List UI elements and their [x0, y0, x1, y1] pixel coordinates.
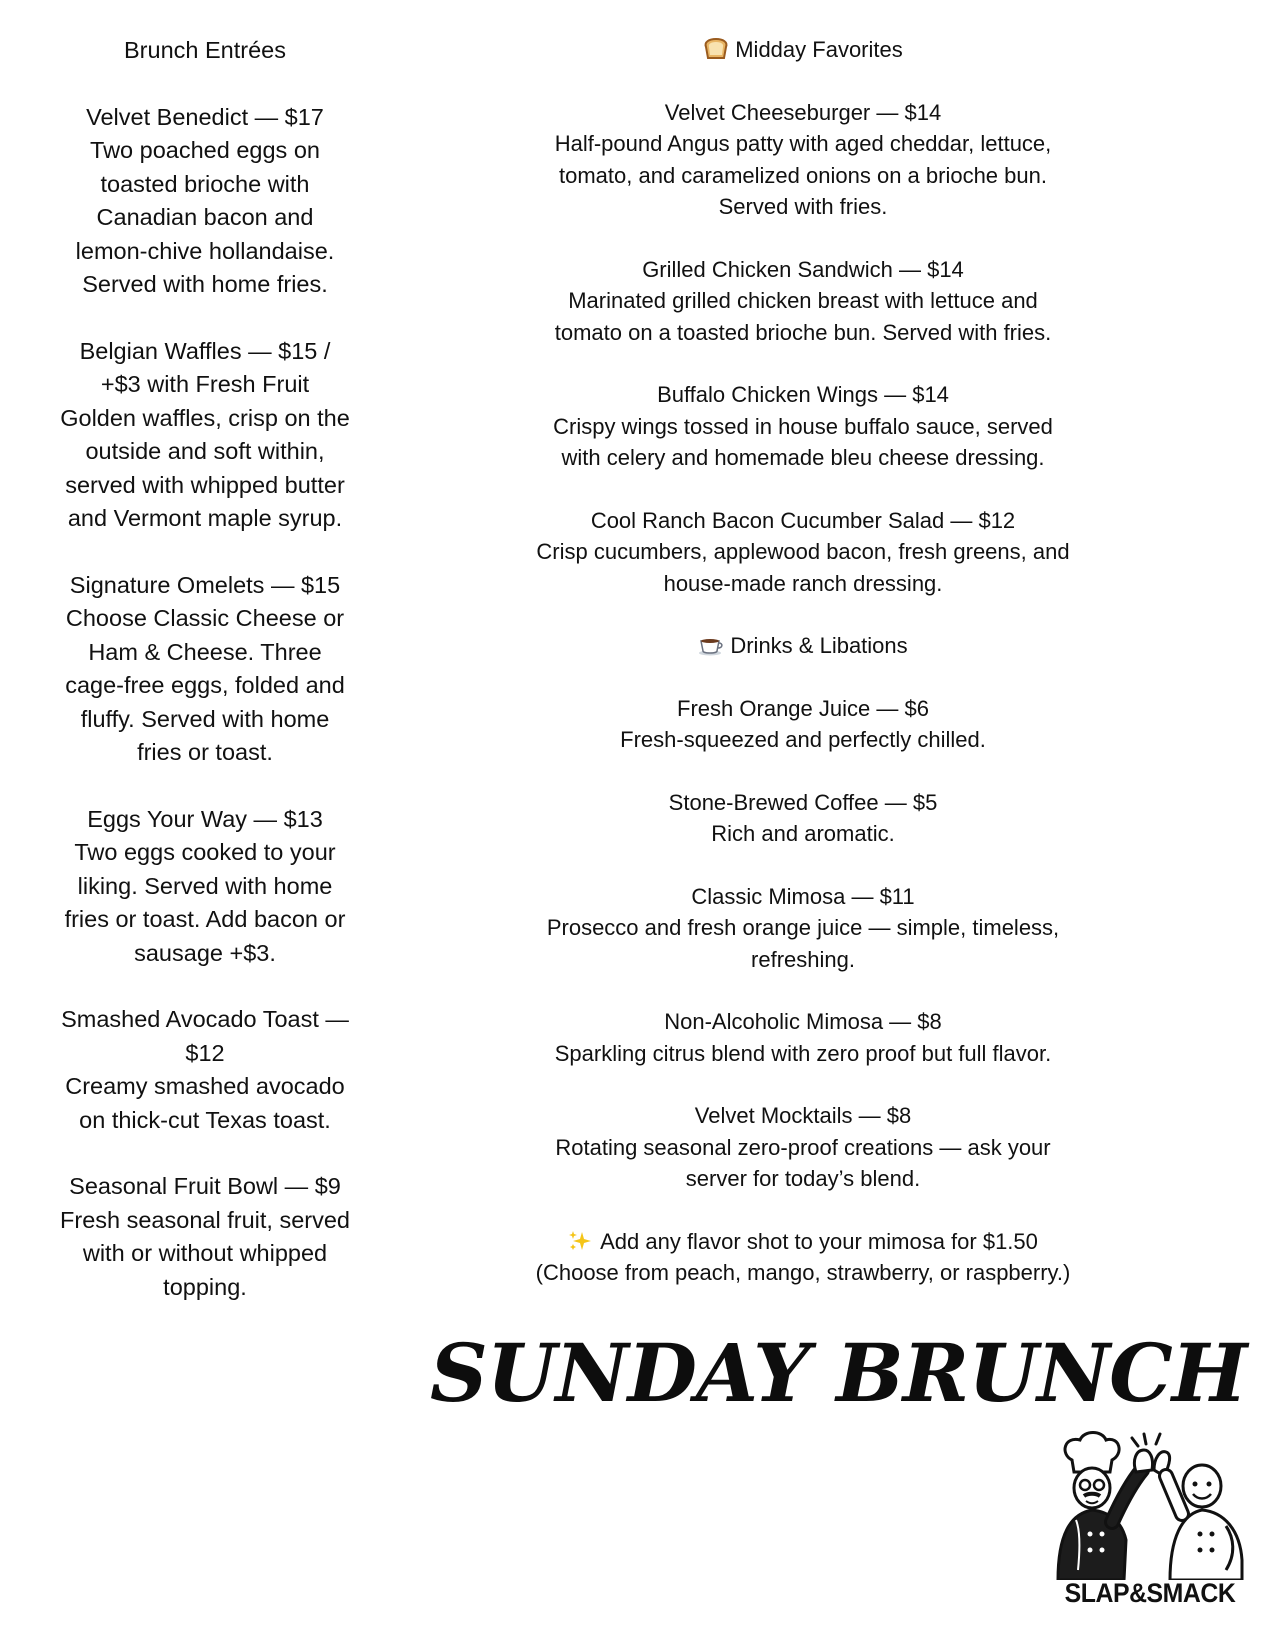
menu-item-name: Classic Mimosa — $11	[691, 883, 915, 909]
menu-item-description-line: Served with fries.	[718, 194, 888, 219]
midday-favorites-label: Midday Favorites	[735, 37, 903, 62]
menu-item-description-line: Half-pound Angus patty with aged cheddar, lettuce,	[554, 131, 1052, 156]
menu-item-name: Smashed Avocado Toast — $12	[61, 1006, 349, 1066]
menu-item-description-line: Rotating seasonal zero-proof creations — ask your	[555, 1134, 1051, 1160]
menu-item-name: Grilled Chicken Sandwich — $14	[642, 256, 964, 282]
coffee-cup-icon	[698, 633, 724, 655]
sparkles-icon	[568, 1229, 594, 1251]
menu-item	[60, 1003, 350, 1137]
menu-item-description: Two poached eggs on toasted brioche with Canadian bacon and lemon-chive hollandaise. Served with home fries.	[75, 137, 335, 297]
flavor-shot-line: Add any flavor shot to your mimosa for $1.50	[600, 1228, 1038, 1254]
menu-item-description-line: Rich and aromatic.	[711, 821, 895, 846]
menu-item-name: Seasonal Fruit Bowl — $9	[69, 1173, 341, 1199]
menu-item-name: Velvet Mocktails — $8	[694, 1103, 912, 1128]
sunday-brunch-headline: SUNDAY BRUNCH	[430, 1326, 1247, 1420]
menu-item	[60, 335, 350, 536]
menu-item-description: Golden waffles, crisp on the outside and soft within, served with whipped butter and Vermont maple syrup.	[60, 404, 350, 531]
menu-item-description-line: server for today’s blend.	[685, 1166, 921, 1191]
menu-item-description-line: house-made ranch dressing.	[663, 570, 943, 596]
menu-item	[488, 379, 1118, 474]
menu-item-name: Cool Ranch Bacon Cucumber Salad — $12	[590, 507, 1016, 533]
menu-item	[488, 505, 1118, 600]
menu-item-description: Creamy smashed avocado on thick-cut Texas toast.	[65, 1073, 345, 1133]
drinks-label: Drinks & Libations	[730, 633, 908, 658]
menu-item	[60, 1170, 350, 1304]
brunch-entrees-column	[60, 34, 350, 1337]
menu-item-name: Belgian Waffles — $15 / +$3 with Fresh Fruit	[79, 337, 331, 397]
menu-item-description-line: refreshing.	[751, 946, 855, 972]
menu-item	[60, 803, 350, 971]
menu-item-description-line: Sparkling citrus blend with zero proof but full flavor.	[554, 1040, 1052, 1066]
menu-item	[488, 787, 1118, 850]
menu-item-description-line: Fresh-squeezed and perfectly chilled.	[620, 727, 986, 752]
menu-item-description: Two eggs cooked to your liking. Served with home fries or toast. Add bacon or sausage +$3.	[64, 839, 346, 966]
menu-item	[488, 97, 1118, 223]
menu-item-name: Non-Alcoholic Mimosa — $8	[664, 1009, 942, 1034]
right-column	[488, 34, 1118, 1320]
menu-item	[60, 101, 350, 302]
menu-item-name: Buffalo Chicken Wings — $14	[657, 382, 949, 407]
menu-item-description: Fresh seasonal fruit, served with or without whipped topping.	[60, 1206, 350, 1300]
menu-item-name: Velvet Benedict — $17	[86, 103, 324, 130]
menu-item-description-line: Crisp cucumbers, applewood bacon, fresh greens, and	[536, 539, 1070, 564]
brunch-entrees-title: Brunch Entrées	[124, 37, 286, 63]
flavor-shot-options: (Choose from peach, mango, strawberry, or raspberry.)	[535, 1260, 1071, 1285]
menu-item-name: Fresh Orange Juice — $6	[677, 695, 929, 721]
menu-item-description-line: tomato, and caramelized onions on a brioche bun.	[559, 162, 1047, 188]
menu-item-description-line: tomato on a toasted brioche bun. Served with fries.	[554, 319, 1052, 345]
menu-item	[488, 1006, 1118, 1069]
flavor-shot-note	[488, 1226, 1118, 1289]
menu-item-description-line: with celery and homemade bleu cheese dressing.	[561, 445, 1045, 470]
midday-favorites-title	[488, 34, 1118, 66]
menu-item-name: Eggs Your Way — $13	[87, 805, 323, 832]
chefs-high-five-logo	[1050, 1430, 1250, 1580]
menu-item-description-line: Crispy wings tossed in house buffalo sauce, served	[553, 413, 1053, 439]
menu-item-description: Choose Classic Cheese or Ham & Cheese. Three cage-free eggs, folded and fluffy. Served with home fries or toast.	[65, 605, 345, 765]
menu-item	[60, 569, 350, 770]
drinks-title	[488, 630, 1118, 662]
menu-item	[488, 254, 1118, 349]
menu-item	[488, 693, 1118, 756]
slap-and-smack-logo	[1050, 1430, 1250, 1610]
menu-item	[488, 881, 1118, 976]
toast-icon	[703, 37, 729, 59]
menu-item-name: Stone-Brewed Coffee — $5	[668, 789, 938, 815]
logo-wordmark: SLAP&SMACK	[1064, 1578, 1236, 1608]
menu-item-description-line: Marinated grilled chicken breast with lettuce and	[568, 288, 1038, 313]
menu-item-name: Velvet Cheeseburger — $14	[664, 99, 942, 125]
menu-item-name: Signature Omelets — $15	[69, 571, 341, 598]
menu-item-description-line: Prosecco and fresh orange juice — simple, timeless,	[546, 915, 1060, 940]
menu-item	[488, 1100, 1118, 1195]
